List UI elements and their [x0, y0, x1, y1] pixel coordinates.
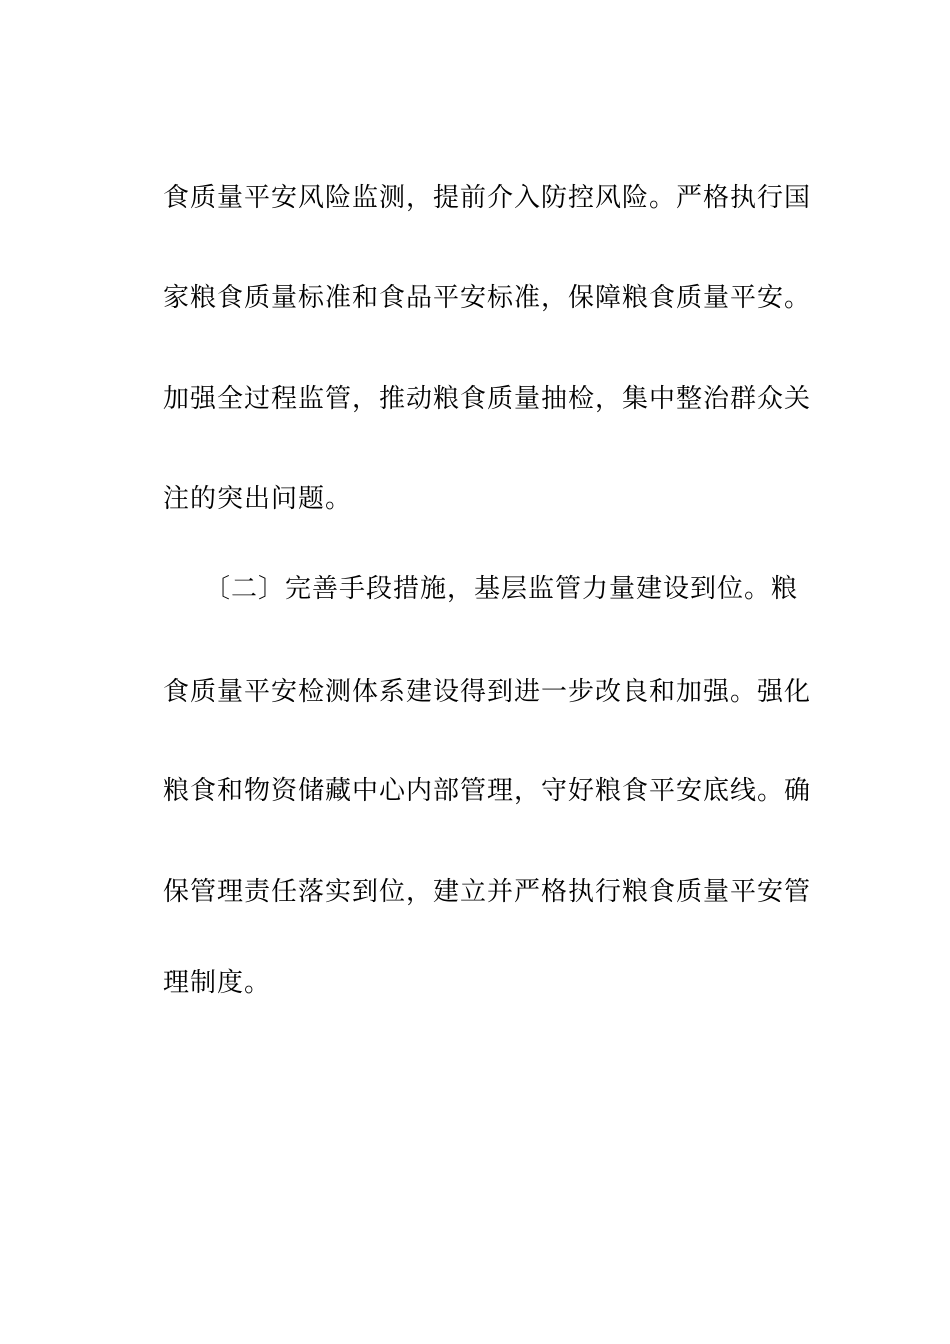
- paragraph-1-line-2: 家粮食质量标准和食品平安标准，保障粮食质量平安。: [163, 283, 812, 313]
- paragraph-2-line-3: 粮食和物资储藏中心内部管理，守好粮食平安底线。确: [163, 776, 812, 806]
- paragraph-1-line-4: 注的突出问题。: [163, 484, 353, 514]
- paragraph-2-line-4: 保管理责任落实到位，建立并严格执行粮食质量平安管: [163, 877, 812, 907]
- paragraph-2-line-1: 〔二〕完善手段措施，基层监管力量建设到位。粮: [163, 574, 799, 604]
- paragraph-2-line-2: 食质量平安检测体系建设得到进一步改良和加强。强化: [163, 677, 812, 707]
- paragraph-1-line-1: 食质量平安风险监测，提前介入防控风险。严格执行国: [163, 183, 812, 213]
- paragraph-1-line-3: 加强全过程监管，推动粮食质量抽检，集中整治群众关: [163, 384, 812, 414]
- paragraph-2-line-5: 理制度。: [163, 968, 272, 998]
